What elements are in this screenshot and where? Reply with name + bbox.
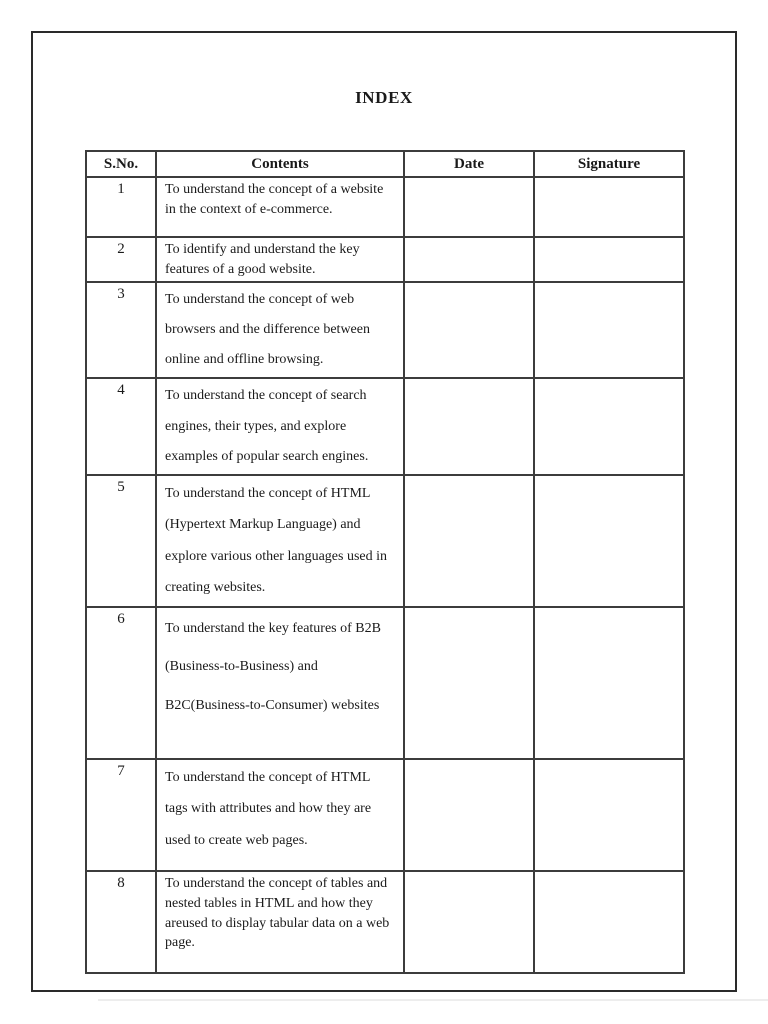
table-row (86, 282, 684, 378)
date-cell (404, 378, 534, 474)
contents-value: To understand the concept of web browsers and the difference between online and offline browsing. (156, 282, 404, 378)
contents-value: To understand the concept of HTML tags with attributes and how they are used to create web pages. (156, 759, 404, 871)
date-cell (404, 607, 534, 759)
sno-value: 6 (86, 607, 156, 759)
header-sno: S.No. (86, 151, 156, 177)
signature-cell (534, 378, 684, 474)
contents-value: To understand the key features of B2B (Business-to-Business) and B2C(Business-to-Consumer) websites (156, 607, 404, 759)
table-row (86, 607, 684, 759)
contents-value: To understand the concept of a website in the context of e-commerce. (156, 177, 404, 237)
sno-value: 3 (86, 282, 156, 378)
sno-value: 1 (86, 177, 156, 237)
table-row (86, 237, 684, 282)
contents-value: To understand the concept of HTML (Hypertext Markup Language) and explore various other languages used in creating websites. (156, 475, 404, 607)
sno-value: 7 (86, 759, 156, 871)
scan-artifact-line (98, 999, 768, 1001)
table-row (86, 475, 684, 607)
header-date: Date (404, 151, 534, 177)
date-cell (404, 475, 534, 607)
contents-value: To identify and understand the key features of a good website. (156, 237, 404, 282)
sno-value: 2 (86, 237, 156, 282)
table-row (86, 378, 684, 474)
table-row (86, 871, 684, 973)
table-row (86, 177, 684, 237)
sno-value: 4 (86, 378, 156, 474)
signature-cell (534, 871, 684, 973)
contents-value: To understand the concept of tables and nested tables in HTML and how they areused to display tabular data on a web page. (156, 871, 404, 973)
date-cell (404, 237, 534, 282)
page-title: INDEX (355, 88, 413, 107)
date-cell (404, 759, 534, 871)
date-cell (404, 282, 534, 378)
signature-cell (534, 475, 684, 607)
signature-cell (534, 237, 684, 282)
sno-value: 8 (86, 871, 156, 973)
index-table (85, 150, 685, 974)
signature-cell (534, 282, 684, 378)
signature-cell (534, 177, 684, 237)
table-header-row (86, 151, 684, 177)
table-row (86, 759, 684, 871)
date-cell (404, 177, 534, 237)
signature-cell (534, 607, 684, 759)
header-contents: Contents (156, 151, 404, 177)
contents-value: To understand the concept of search engines, their types, and explore examples of popular search engines. (156, 378, 404, 474)
header-signature: Signature (534, 151, 684, 177)
signature-cell (534, 759, 684, 871)
sno-value: 5 (86, 475, 156, 607)
date-cell (404, 871, 534, 973)
